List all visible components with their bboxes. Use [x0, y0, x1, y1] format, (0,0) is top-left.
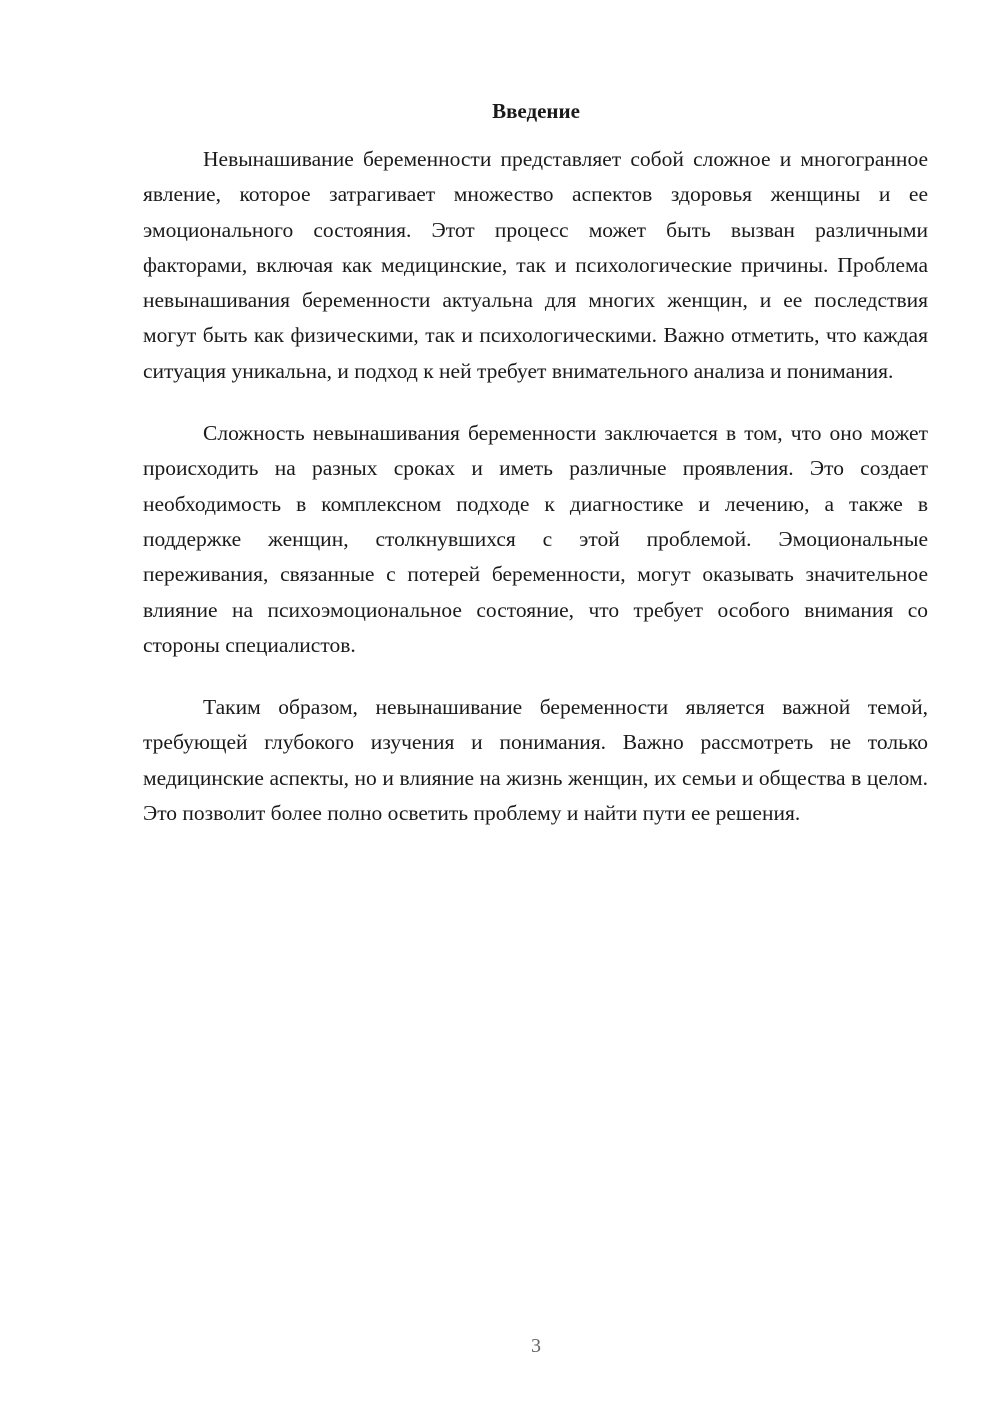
paragraph: Сложность невынашивания беременности заключается в том, что оно может происходить на разных сроках и иметь различные проявления. Это создает необходимость в комплексном подходе к диагностике и лечению, а также в поддержке женщин, столкнувшихся с этой проблемой. Эмоциональные переживания, связанные с потерей беременности, могут оказывать значительное влияние на психоэмоциональное состояние, что требует особого внимания со стороны специалистов. [143, 421, 928, 657]
document-body [143, 142, 928, 831]
section-title: Введение [492, 99, 580, 123]
paragraph: Невынашивание беременности представляет собой сложное и многогранное явление, которое затрагивает множество аспектов здоровья женщины и ее эмоционального состояния. Этот процесс может быть вызван различными факторами, включая как медицинские, так и психологические причины. Проблема невынашивания беременности актуальна для многих женщин, и ее последствия могут быть как физическими, так и психологическими. Важно отметить, что каждая ситуация уникальна, и подход к ней требует внимательного анализа и понимания. [143, 147, 928, 383]
page-number: 3 [531, 1335, 541, 1357]
paragraph: Таким образом, невынашивание беременности является важной темой, требующей глубокого изучения и понимания. Важно рассмотреть не только медицинские аспекты, но и влияние на жизнь женщин, их семьи и общества в целом. Это позволит более полно осветить проблему и найти пути ее решения. [143, 695, 928, 826]
